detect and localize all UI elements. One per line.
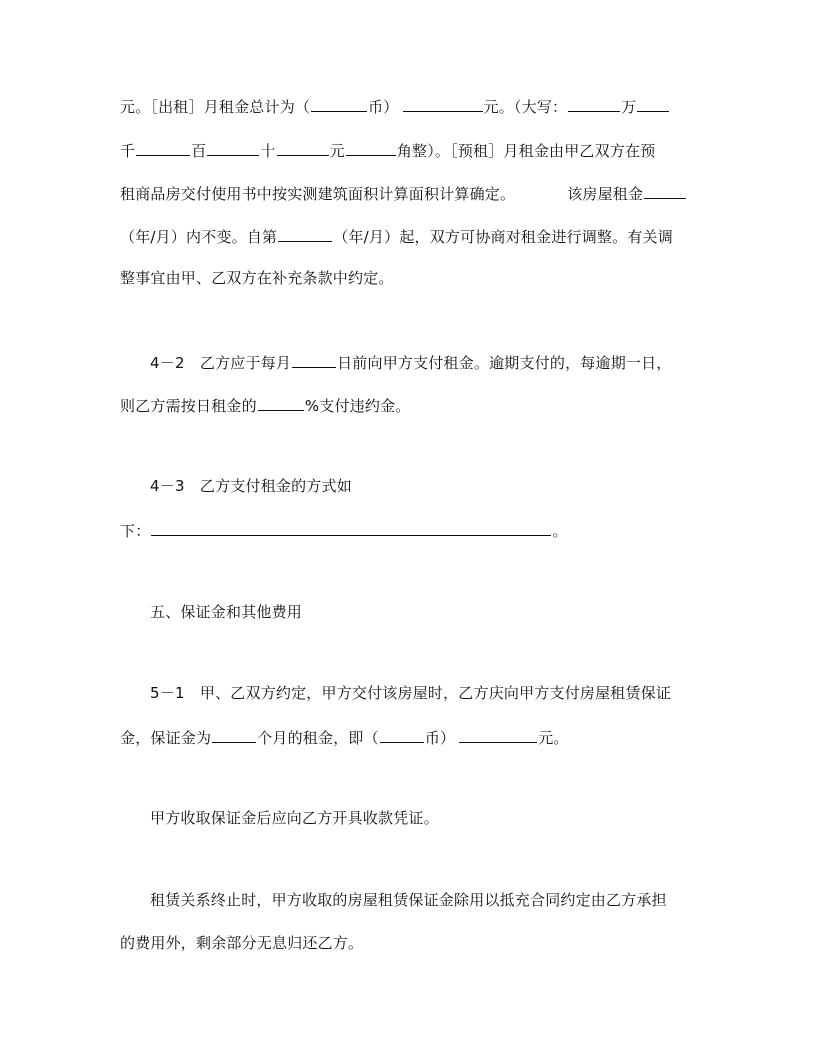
blank-percent [258, 394, 304, 411]
termination-line-1 [150, 890, 667, 910]
text: 5－1 甲、乙双方约定，甲方交付该房屋时，乙方庆向甲方支付房屋租赁保证 [150, 684, 672, 702]
blank-yuan [277, 139, 329, 156]
blank-wan [568, 95, 620, 112]
blank-qian [637, 95, 669, 112]
blank-period [644, 182, 686, 199]
clause-4-2-line-1 [150, 351, 672, 373]
section-5-heading [150, 602, 302, 622]
text: 租赁关系终止时，甲方收取的房屋租赁保证金除用以抵充合同约定由乙方承担 [150, 891, 667, 909]
text: 元。（大写： [483, 98, 568, 116]
blank-bai [136, 139, 190, 156]
text: 元。［出租］月租金总计为（ [120, 98, 311, 116]
blank-amount [403, 95, 483, 112]
text: 该房屋租金 [567, 185, 644, 203]
receipt-paragraph [150, 808, 439, 828]
text: 角整）。［预租］月租金由甲乙双方在预 [396, 142, 656, 160]
clause-4-2-line-2 [120, 394, 410, 416]
rent-adjust-line-2 [120, 268, 394, 288]
text: 下： [120, 522, 151, 540]
text: 甲方收取保证金后应向乙方开具收款凭证。 [150, 809, 439, 827]
text: 万 [621, 98, 637, 116]
text: 币） [368, 98, 399, 116]
text: 千 [120, 142, 136, 160]
text: 元。 [538, 729, 569, 747]
text: 。 [552, 522, 568, 540]
text: 日前向甲方支付租金。逾期支付的，每逾期一日， [337, 354, 672, 372]
clause-5-1-line-1 [150, 683, 671, 703]
rent-adjust-line [120, 225, 673, 247]
blank-shi [207, 139, 259, 156]
text: 4－3 乙方支付租金的方式如 [150, 477, 352, 495]
text: 的费用外，剩余部分无息归还乙方。 [120, 934, 364, 952]
text: 则乙方需按日租金的 [120, 397, 257, 415]
prerent-line [120, 182, 687, 204]
blank-payment-method [151, 519, 551, 536]
rent-total-line [120, 95, 670, 117]
clause-4-3-line-2 [120, 519, 568, 541]
text: 五、保证金和其他费用 [150, 603, 303, 621]
text: （年/月）内不变。自第 [120, 228, 278, 246]
text: 百 [191, 142, 207, 160]
text: 租商品房交付使用书中按实测建筑面积计算面积计算确定。 [120, 185, 516, 203]
text: 个月的租金，即（ [257, 729, 379, 747]
blank-deposit-currency [380, 726, 424, 743]
blank-day [292, 351, 336, 368]
blank-currency [311, 95, 367, 112]
text: %支付违约金。 [304, 397, 411, 415]
rent-words-line [120, 139, 655, 161]
text: 元 [329, 142, 345, 160]
blank-deposit-amount [459, 726, 537, 743]
blank-months [212, 726, 256, 743]
text: 4－2 乙方应于每月 [150, 354, 292, 372]
text: （年/月）起，双方可协商对租金进行调整。有关调 [333, 228, 673, 246]
text: 币） [424, 729, 456, 747]
termination-line-2 [120, 933, 363, 953]
blank-jiao [346, 139, 396, 156]
text: 整事宜由甲、乙双方在补充条款中约定。 [120, 269, 394, 287]
blank-start [278, 225, 332, 242]
text: 金，保证金为 [120, 729, 212, 747]
clause-5-1-line-2 [120, 726, 569, 748]
text: 十 [260, 142, 276, 160]
clause-4-3-line-1 [150, 476, 352, 496]
